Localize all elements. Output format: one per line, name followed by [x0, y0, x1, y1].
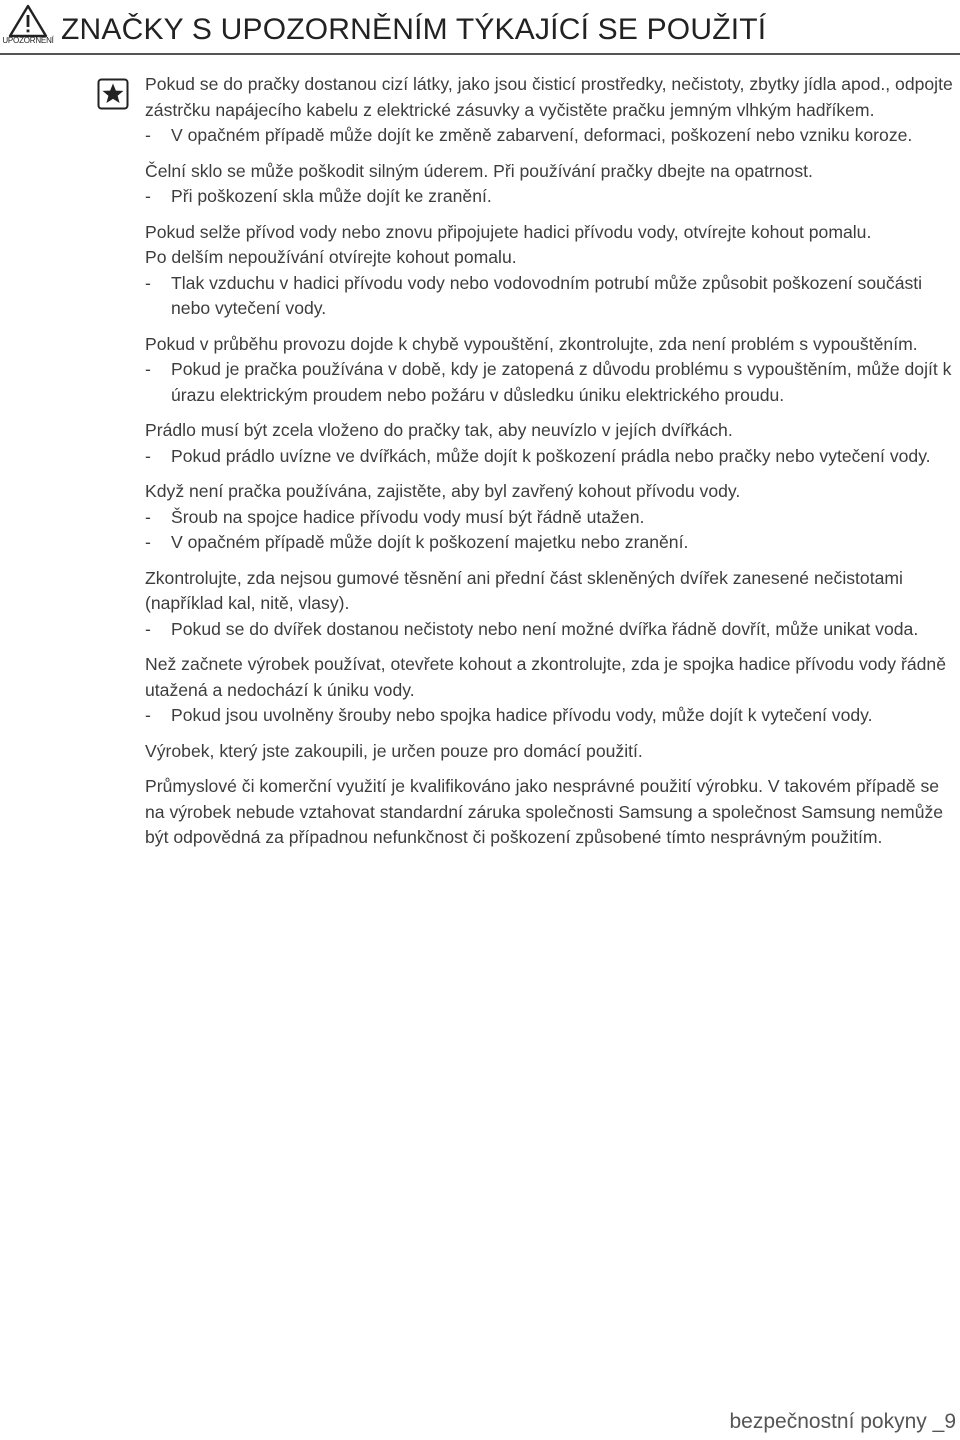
- warning-block: [145, 418, 955, 469]
- page-footer: [730, 1408, 957, 1436]
- warning-block: [145, 159, 955, 210]
- bullet-marker: -: [145, 532, 151, 552]
- bullet-text: V opačném případě může dojít ke změně zabarvení, deformaci, poškození nebo vzniku koroze.: [171, 125, 913, 145]
- bullet-marker: -: [145, 186, 151, 206]
- bullet-item: [145, 703, 955, 729]
- bullet-text: V opačném případě může dojít k poškození majetku nebo zranění.: [171, 532, 689, 552]
- bullet-text: Šroub na spojce hadice přívodu vody musí být řádně utažen.: [171, 506, 645, 527]
- page-title: ZNAČKY S UPOZORNĚNÍM TÝKAJÍCÍ SE POUŽITÍ: [61, 13, 767, 46]
- bullet-marker: -: [145, 705, 151, 725]
- warning-paragraph: Po delším nepoužívání otvírejte kohout pomalu.: [145, 247, 517, 267]
- content: [145, 72, 955, 861]
- warning-paragraph: Pokud selže přívod vody nebo znovu připojujete hadici přívodu vody, otvírejte kohout pomalu.: [145, 221, 872, 242]
- bullet-item: [145, 530, 955, 556]
- warning-block: [145, 220, 955, 322]
- bullet-text: Tlak vzduchu v hadici přívodu vody nebo vodovodním potrubí může způsobit poškození součásti nebo vytečení vody.: [171, 272, 923, 318]
- bullet-item: [145, 271, 955, 322]
- bullet-item: [145, 505, 955, 531]
- header-rule: [0, 53, 960, 55]
- warning-paragraph: Prádlo musí být zcela vloženo do pračky tak, aby neuvízlo v jejích dvířkách.: [145, 420, 733, 440]
- bullet-item: [145, 357, 955, 408]
- bullet-marker: -: [145, 272, 151, 293]
- bullet-marker: -: [145, 125, 151, 145]
- warning-paragraph: Když není pračka používána, zajistěte, aby byl zavřený kohout přívodu vody.: [145, 481, 741, 501]
- warning-block: [145, 72, 955, 149]
- bullet-text: Pokud jsou uvolněny šrouby nebo spojka hadice přívodu vody, může dojít k vytečení vody.: [171, 705, 873, 725]
- star-note-icon: [97, 78, 129, 110]
- warning-paragraph: Než začnete výrobek používat, otevřete kohout a zkontrolujte, zda je spojka hadice přívodu vody řádně utažená a nedochází k úniku vody.: [145, 654, 946, 700]
- bullet-marker: -: [145, 445, 151, 466]
- bullet-text: Při poškození skla může dojít ke zranění.: [171, 186, 492, 206]
- bullet-marker: -: [145, 359, 151, 379]
- warning-label: UPOZORNĚNÍ: [2, 36, 54, 45]
- warning-block: [145, 774, 955, 851]
- warning-paragraph: Průmyslové či komerční využití je kvalifikováno jako nesprávné použití výrobku. V takovém případě se na výrobek nebude vztahovat standardní záruka společnosti Samsung a společnost Samsung nemůže být odpovědná za případnou nefunkčnost či poškození způsobené tímto nesprávným použitím.: [145, 776, 944, 847]
- warning-block: [145, 332, 955, 409]
- warning-block: [145, 739, 955, 765]
- bullet-item: [145, 184, 955, 210]
- bullet-text: Pokud se do dvířek dostanou nečistoty nebo není možné dvířka řádně dovřít, může unikat voda.: [171, 618, 919, 639]
- warning-paragraph: Čelní sklo se může poškodit silným úderem. Při používání pračky dbejte na opatrnost.: [145, 160, 813, 181]
- warning-block: [145, 566, 955, 643]
- bullet-text: Pokud prádlo uvízne ve dvířkách, může dojít k poškození prádla nebo pračky nebo vytečení vody.: [171, 445, 931, 466]
- warning-block: [145, 479, 955, 556]
- page-header: [0, 0, 960, 56]
- bullet-item: [145, 123, 955, 149]
- warning-triangle-icon: [8, 4, 48, 38]
- bullet-item: [145, 617, 955, 643]
- bullet-marker: -: [145, 618, 151, 639]
- bullet-item: [145, 444, 955, 470]
- warning-paragraph: Pokud v průběhu provozu dojde k chybě vypouštění, zkontrolujte, zda není problém s vypouštěním.: [145, 333, 918, 354]
- bullet-text: Pokud je pračka používána v době, kdy je zatopená z důvodu problému s vypouštěním, může dojít k úrazu elektrickým proudem nebo požáru v důsledku úniku elektrického proudu.: [171, 359, 952, 405]
- warning-paragraph: Výrobek, který jste zakoupili, je určen pouze pro domácí použití.: [145, 740, 643, 761]
- warning-block: [145, 652, 955, 729]
- warning-paragraph: Pokud se do pračky dostanou cizí látky, jako jsou čisticí prostředky, nečistoty, zbytky jídla apod., odpojte zástrčku napájecího kabelu z elektrické zásuvky a vyčistěte pračku jemným vlhkým hadříkem.: [145, 74, 953, 120]
- footer-section: bezpečnostní pokyny: [729, 1410, 927, 1433]
- warning-paragraph: Zkontrolujte, zda nejsou gumové těsnění ani přední část skleněných dvířek zanesené nečistotami (například kal, nitě, vlasy).: [145, 567, 903, 613]
- warning-badge: [0, 2, 56, 52]
- bullet-marker: -: [145, 506, 151, 527]
- page-number: _9: [932, 1410, 956, 1433]
